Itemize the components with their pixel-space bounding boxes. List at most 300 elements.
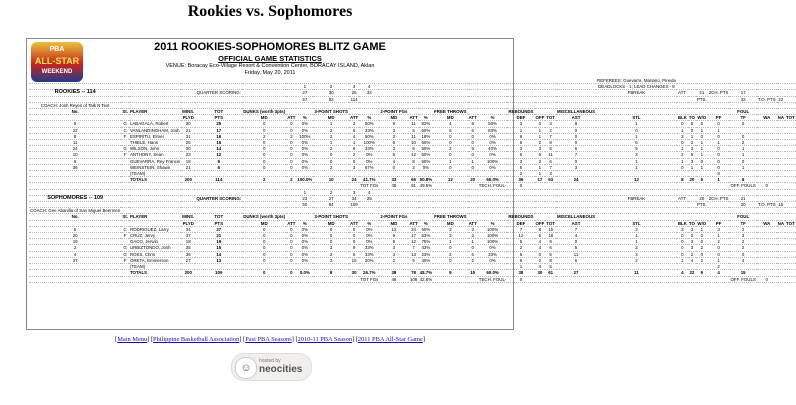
table-cell: 0% — [359, 226, 379, 232]
table-cell: 0 — [688, 233, 696, 239]
table-cell: 14 — [195, 251, 242, 257]
table-cell: 3-POINT SHOTS — [314, 109, 348, 115]
table-row — [29, 233, 796, 239]
table-cell: 0 — [677, 239, 688, 245]
page-title: Rookies vs. Sophomores — [187, 3, 353, 20]
table-cell: PTS. — [696, 202, 707, 208]
table-cell: WILSON, John — [129, 146, 181, 152]
table-cell: 0 — [556, 127, 596, 133]
table-cell: 18 — [181, 158, 195, 164]
table-cell: 0 — [688, 127, 696, 133]
table-cell: 6 — [535, 233, 546, 239]
table-cell: 11 — [408, 121, 418, 127]
table-cell: 27 — [29, 257, 121, 263]
table-cell: 50% — [419, 158, 433, 164]
table-cell: 1 — [507, 264, 534, 270]
table-cell: 4 — [677, 270, 688, 276]
table-cell: 0 — [286, 146, 296, 152]
table-cell: % — [296, 220, 313, 226]
table-cell: 6 — [408, 146, 418, 152]
table-cell: 0 — [242, 233, 286, 239]
table-cell — [545, 276, 556, 282]
table-cell: MD — [379, 115, 408, 121]
table-cell: LABAGALA, Robert — [129, 121, 181, 127]
table-cell: 11 — [556, 251, 596, 257]
table-cell — [688, 276, 696, 282]
table-cell: 19 — [29, 239, 121, 245]
table-cell: ANTHONY, Sean — [129, 152, 181, 158]
table-cell: 5 — [688, 152, 696, 158]
table-cell: 30 — [181, 146, 195, 152]
table-cell: 13 — [408, 251, 418, 257]
table-cell: 3 — [688, 226, 696, 232]
table-cell: 2 — [379, 257, 408, 263]
table-cell: 3 — [545, 121, 556, 127]
table-cell: 1 — [313, 140, 349, 146]
table-cell: 9 — [195, 158, 242, 164]
table-cell: 21 — [696, 90, 708, 96]
table-cell: St. — [122, 109, 128, 115]
table-cell: 0 — [242, 257, 286, 263]
table-cell: 22 — [29, 127, 121, 133]
table-cell: 0 — [242, 140, 286, 146]
table-cell: 2 — [535, 140, 546, 146]
table-cell: 6 — [29, 158, 121, 164]
table-cell: ROOKIES -- 114 — [29, 90, 121, 96]
table-cell: 32 — [729, 96, 756, 102]
table-cell: 11 — [545, 152, 556, 158]
table-cell: 0% — [478, 164, 508, 170]
table-cell: 0 — [433, 257, 467, 263]
table-cell — [286, 276, 296, 282]
table-cell — [596, 276, 677, 282]
table-cell: 24 — [556, 177, 596, 183]
neocities-badge[interactable] — [231, 353, 312, 381]
game-date: Friday, May 20, 2011 — [244, 70, 296, 76]
table-cell: 20 — [689, 177, 695, 183]
table-cell: 0 — [556, 133, 596, 139]
table-cell: TOTALS — [129, 177, 181, 183]
table-cell: 0 — [677, 164, 688, 170]
table-cell: SOPHOMORES -- 109 — [29, 195, 121, 201]
table-cell: 2 — [313, 146, 349, 152]
table-cell — [535, 276, 546, 282]
table-cell: 2 — [696, 245, 708, 251]
table-cell: 10 — [408, 140, 418, 146]
season-link[interactable]: 2010-11 PBA Season — [297, 336, 353, 343]
table-cell: ATT — [468, 115, 477, 121]
table-cell: 15 — [545, 226, 556, 232]
table-cell: G — [121, 121, 129, 127]
table-cell: % — [296, 115, 313, 121]
table-cell: % — [359, 115, 379, 121]
table-cell: MD — [313, 115, 349, 121]
table-cell: 1 — [596, 158, 677, 164]
table-cell: 0 — [242, 127, 286, 133]
table-cell: 9 — [379, 239, 408, 245]
table-cell: 25 — [195, 121, 242, 127]
table-cell: 4 — [688, 257, 696, 263]
table-cell: 0% — [478, 140, 508, 146]
table-cell: 60.0% — [478, 177, 508, 183]
table-cell — [696, 276, 708, 282]
table-cell: 6 — [379, 140, 408, 146]
table-cell: 50 — [296, 202, 313, 208]
allstar-link[interactable]: 2011 PBA All-Star Game — [357, 336, 423, 343]
table-cell — [677, 276, 688, 282]
table-cell: No. — [29, 214, 121, 220]
table-cell: 0 — [379, 164, 408, 170]
table-cell: 38 — [507, 270, 534, 276]
table-cell: 3 — [349, 189, 359, 195]
game-title: 2011 ROOKIES-SOPHOMORES BLITZ GAME — [154, 41, 386, 53]
table-cell: 38 — [379, 270, 408, 276]
table-cell: 0% — [296, 239, 313, 245]
table-cell: 11 — [596, 270, 677, 276]
table-cell: 20 — [696, 195, 708, 201]
table-cell — [708, 276, 730, 282]
table-cell: 1 — [535, 133, 546, 139]
table-cell: 4 — [535, 245, 546, 251]
table-cell: REBOUNDS — [508, 109, 534, 115]
table-cell: 8 — [545, 140, 556, 146]
table-cell: PTS. — [696, 96, 707, 102]
table-cell: 12 — [433, 177, 467, 183]
table-cell: TO — [688, 115, 695, 121]
table-cell: ROSS, Chris — [129, 251, 181, 257]
past-seasons-link[interactable]: Past PBA Seasons — [245, 336, 292, 343]
table-cell: 30 — [313, 90, 349, 96]
table-cell: % — [419, 115, 433, 121]
table-cell: (TEAM) — [129, 171, 181, 177]
table-cell: DEF — [507, 115, 534, 121]
table-cell: 31 — [181, 133, 195, 139]
table-cell: 50% — [419, 146, 433, 152]
table-row — [29, 251, 796, 257]
table-cell: 6 — [556, 257, 596, 263]
table-cell: 4 — [359, 189, 379, 195]
table-cell: 2 — [688, 251, 696, 257]
logo-text-3: WEEKEND — [41, 69, 73, 75]
table-cell: 1 — [696, 127, 708, 133]
table-cell: No. — [29, 109, 121, 115]
table-cell: 2 — [729, 140, 756, 146]
table-cell: 0 — [433, 152, 467, 158]
table-cell: 0% — [296, 140, 313, 146]
table-cell: 27 — [296, 90, 313, 96]
table-cell: 41.7% — [359, 177, 379, 183]
table-cell: 0 — [677, 245, 688, 251]
table-cell: 2 — [242, 133, 286, 139]
table-cell: 1 — [688, 133, 696, 139]
table-cell — [785, 276, 796, 282]
table-cell: 0 — [708, 251, 730, 257]
table-cell: 5 — [535, 152, 546, 158]
table-cell: NA — [777, 115, 784, 121]
table-cell: 20 — [468, 177, 478, 183]
table-cell: 4 — [359, 84, 379, 90]
table-cell: 2 — [729, 239, 756, 245]
table-cell: REBOUNDS — [508, 214, 534, 220]
table-cell: TOT — [195, 214, 242, 220]
table-cell: 78 — [408, 270, 418, 276]
table-cell: 5 — [545, 251, 556, 257]
table-row — [29, 226, 796, 232]
table-cell: 22 — [778, 96, 784, 102]
table-cell: 0 — [349, 233, 359, 239]
table-cell: 0% — [296, 158, 313, 164]
table-cell: 0 — [708, 146, 730, 152]
table-cell: BLK — [677, 220, 687, 226]
table-cell: GUEVARRA, Rey Francis — [129, 158, 181, 164]
table-cell: 1 — [696, 226, 708, 232]
table-cell: 0 — [242, 226, 286, 232]
table-cell: TOT FGs — [360, 183, 379, 189]
table-cell: 8 — [535, 226, 546, 232]
table-cell: 1 — [296, 189, 313, 195]
table-cell: RODRIGUEZ, Larry — [129, 226, 181, 232]
table-cell: 24 — [408, 226, 418, 232]
table-cell: 0 — [349, 158, 359, 164]
table-cell: W/O — [697, 115, 707, 121]
table-cell: 20% — [359, 257, 379, 263]
table-cell: 1 — [596, 121, 677, 127]
table-cell: 0 — [468, 133, 478, 139]
table-cell: 1 — [708, 127, 730, 133]
table-cell: 0% — [359, 239, 379, 245]
table-cell: 6 — [379, 152, 408, 158]
table-cell: OFF. FOULS — [730, 183, 756, 189]
table-cell: TECH. FOUL- — [478, 183, 507, 189]
table-cell: 60.0% — [478, 270, 508, 276]
table-cell: 2 — [349, 152, 359, 158]
table-cell: 1 — [296, 84, 313, 90]
table-cell: W/O — [697, 220, 707, 226]
table-cell: BLK — [677, 115, 687, 121]
table-cell: ATT — [409, 220, 418, 226]
neocities-cat-icon: ☺ — [235, 357, 257, 379]
table-cell: 25 — [349, 90, 359, 96]
table-cell: 4 — [349, 133, 359, 139]
table-cell: 27 — [313, 195, 349, 201]
table-row — [29, 276, 796, 282]
table-cell: NA — [777, 220, 784, 226]
table-cell — [195, 276, 242, 282]
table-cell: ATT — [409, 115, 418, 121]
table-cell: 0 — [556, 239, 596, 245]
table-cell: QUARTER SCORING: — [196, 195, 242, 201]
table-cell: 0% — [359, 158, 379, 164]
table-cell: 82% — [419, 121, 433, 127]
table-cell: REFEREES: Guevarra, Mariano, Pineda — [597, 78, 676, 83]
table-cell: ORETA, Emmerson — [129, 257, 181, 263]
table-row — [29, 164, 796, 170]
table-cell: 40% — [419, 257, 433, 263]
table-cell: 33 — [379, 177, 408, 183]
table-cell: 6 — [729, 177, 756, 183]
table-cell: 100% — [296, 133, 313, 139]
table-cell: 0 — [708, 133, 730, 139]
table-cell: 0 — [708, 121, 730, 127]
table-cell: 6 — [507, 140, 534, 146]
table-cell: 3 — [688, 158, 696, 164]
table-cell: 0 — [242, 270, 286, 276]
table-cell: 3 — [433, 233, 467, 239]
table-cell: 0 — [696, 133, 708, 139]
table-cell: 75% — [419, 239, 433, 245]
table-cell: 4 — [379, 158, 408, 164]
table-cell: 15 — [349, 257, 359, 263]
table-cell: OFF. FOULS — [730, 276, 756, 282]
table-cell: QUARTER SCORING: — [196, 90, 241, 96]
table-cell: DEF — [507, 220, 534, 226]
table-cell: URBIZTONDO, Josh — [129, 245, 181, 251]
table-cell: STL — [596, 220, 677, 226]
table-cell: 109 — [195, 270, 242, 276]
table-cell: 1 — [349, 140, 359, 146]
table-cell: 34 — [349, 195, 359, 201]
main-menu-link[interactable]: Main Menu — [117, 336, 148, 343]
table-cell: 3 — [468, 233, 478, 239]
table-cell: 9 — [29, 121, 121, 127]
table-cell: MD — [379, 220, 408, 226]
table-cell: 33% — [359, 245, 379, 251]
table-cell: TF — [729, 115, 756, 121]
table-cell: 0 — [729, 158, 756, 164]
table-cell: 5 — [468, 146, 478, 152]
table-cell: T.O. PTS — [757, 202, 776, 208]
table-cell: 2 — [708, 264, 730, 270]
table-cell: 14 — [195, 146, 242, 152]
table-cell: % — [478, 220, 508, 226]
table-cell: 3 — [729, 233, 756, 239]
table-cell: 53% — [419, 233, 433, 239]
table-cell — [433, 276, 467, 282]
table-cell: TO — [688, 220, 695, 226]
table-cell: 0 — [286, 270, 296, 276]
table-cell: 0 — [507, 183, 534, 189]
table-cell: WA — [757, 220, 777, 226]
table-cell: ATT — [349, 115, 359, 121]
table-cell: 65 — [408, 177, 418, 183]
table-cell: 0% — [359, 152, 379, 158]
table-cell: 2CH. PTS — [708, 195, 729, 201]
table-cell: 7 — [556, 226, 596, 232]
table-cell: 1 — [596, 239, 677, 245]
table-cell: 50% — [478, 121, 508, 127]
table-cell: 5 — [696, 177, 708, 183]
footer-links: [Main Menu] [Philippine Basketball Association] [Past PBA Seasons] [2010-11 PBA Season] [2011 PBA All-Star Game] — [115, 336, 425, 343]
table-cell: 4 — [535, 239, 546, 245]
table-cell: 24 — [349, 177, 359, 183]
table-cell: ATT — [349, 220, 359, 226]
table-cell — [313, 276, 349, 282]
table-cell: 100% — [478, 158, 508, 164]
table-cell: 0 — [242, 239, 286, 245]
table-cell: 0 — [729, 251, 756, 257]
table-cell: 34 — [181, 226, 195, 232]
table-cell — [296, 276, 313, 282]
table-cell: 0 — [286, 158, 296, 164]
table-cell: 0 — [596, 127, 677, 133]
table-cell: AST — [556, 115, 596, 121]
table-cell: FBREAK — [596, 195, 677, 201]
table-cell: 48.7% — [419, 270, 433, 276]
table-cell: 3 — [507, 146, 534, 152]
table-cell: 60% — [419, 140, 433, 146]
table-cell: 49.5% — [419, 183, 433, 189]
table-cell: 3 — [379, 245, 408, 251]
table-row — [29, 177, 796, 183]
table-cell: 2 — [408, 164, 418, 170]
table-cell: 0 — [242, 164, 286, 170]
table-cell: 15 — [778, 202, 784, 208]
table-cell: 50% — [419, 152, 433, 158]
table-cell: 3 — [507, 121, 534, 127]
table-cell: 0 — [313, 226, 349, 232]
table-cell: G — [121, 245, 129, 251]
logo-text-1: PBA — [49, 46, 65, 53]
table-cell: 0 — [696, 239, 708, 245]
table-cell: 0 — [433, 140, 467, 146]
table-cell: 3 — [596, 226, 677, 232]
table-cell: 0 — [507, 276, 534, 282]
table-cell: 0% — [296, 251, 313, 257]
table-cell: 114 — [350, 96, 358, 102]
table-cell: 0 — [535, 251, 546, 257]
table-cell: 2-POINT FGs — [380, 109, 408, 115]
table-cell: 2 — [507, 245, 534, 251]
table-cell: 3 — [677, 133, 688, 139]
table-cell: ATT. — [678, 195, 687, 201]
table-cell: 6 — [507, 257, 534, 263]
table-cell: 1 — [468, 239, 478, 245]
table-cell: TOT — [195, 109, 242, 115]
table-cell: 2 — [468, 257, 478, 263]
table-cell: 100% — [359, 140, 379, 146]
table-cell: PLAYER — [129, 109, 181, 115]
table-cell: 3 — [535, 146, 546, 152]
table-cell: TF — [729, 220, 756, 226]
table-cell: 1 — [468, 158, 478, 164]
table-cell: 0% — [296, 226, 313, 232]
table-cell: 33% — [478, 251, 508, 257]
table-cell: 5 — [596, 140, 677, 146]
table-cell: 1 — [507, 127, 534, 133]
table-cell: COACH: Josh Reyes of Talk N Text — [29, 102, 121, 108]
table-cell: 2 — [313, 164, 349, 170]
pba-link[interactable]: Philippine Basketball Association — [153, 336, 240, 343]
table-cell: 11 — [29, 140, 121, 146]
table-cell: MINS. — [182, 109, 195, 115]
table-cell: DUNKS (worth 3pts) — [243, 109, 286, 115]
table-cell: 60% — [419, 127, 433, 133]
table-cell: MD — [313, 220, 349, 226]
table-cell: 0 — [286, 226, 296, 232]
table-cell: 4 — [708, 270, 730, 276]
table-cell: 21 — [729, 195, 756, 201]
table-cell: 0% — [296, 257, 313, 263]
table-cell: MD — [433, 220, 467, 226]
table-cell: 21 — [181, 164, 195, 170]
table-cell: PTS — [195, 220, 242, 226]
table-cell: 84 — [313, 202, 349, 208]
table-cell: 50% — [359, 133, 379, 139]
table-cell: 3 — [688, 245, 696, 251]
table-cell: 0% — [296, 121, 313, 127]
table-cell: 0 — [696, 233, 708, 239]
table-cell: 1 — [696, 140, 708, 146]
